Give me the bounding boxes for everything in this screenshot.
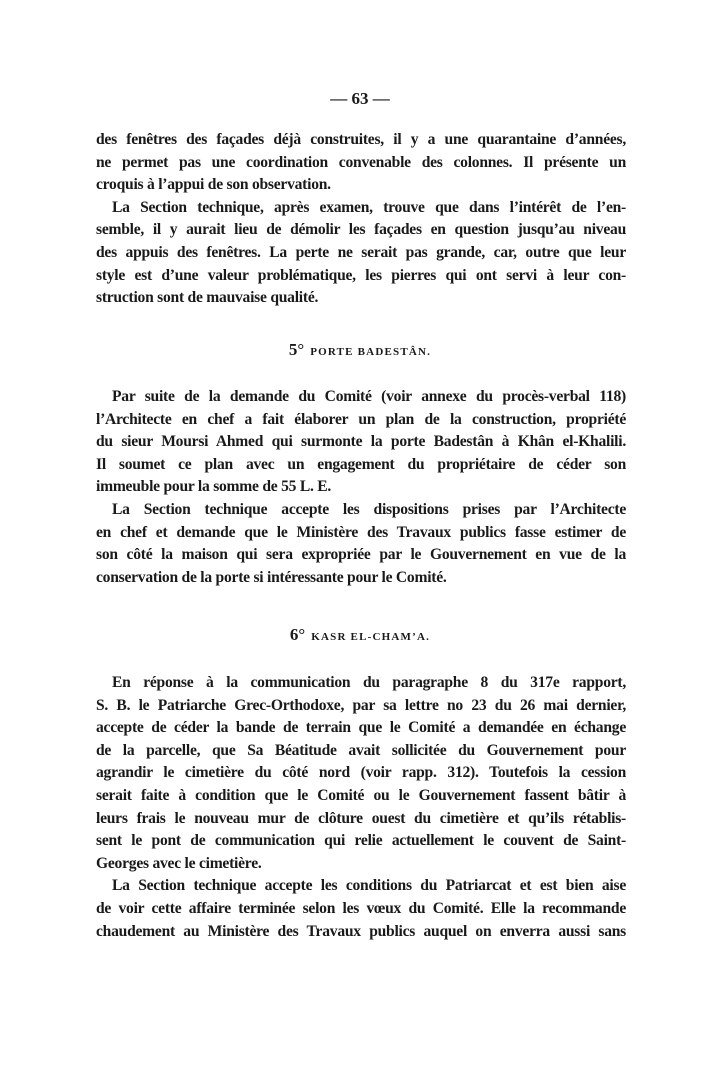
text-line: La Section technique accepte les conditions du Patriarcat et est bien aise xyxy=(112,877,626,895)
text-line: en chef et demande que le Ministère des Travaux publics fasse estimer de xyxy=(96,523,626,541)
paragraph-block-porte-badestan xyxy=(96,386,626,589)
text-line: croquis à l’appui de son observation. xyxy=(96,176,331,194)
text-line: accepte de céder la bande de terrain que le Comité a demandée en échange xyxy=(96,719,626,737)
text-line: conservation de la porte si intéressante pour le Comité. xyxy=(96,568,447,586)
text-line: de voir cette affaire terminée selon les vœux du Comité. Elle la recommande xyxy=(96,899,626,917)
text-line: style est d’une valeur problématique, les pierres qui ont servi à leur con- xyxy=(96,266,626,284)
section-number: 6° xyxy=(289,625,306,644)
text-line: Il soumet ce plan avec un engagement du propriétaire de céder son xyxy=(96,455,626,473)
text-line: l’Architecte en chef a fait élaborer un plan de la construction, propriété xyxy=(96,410,626,428)
text-line: La Section technique, après examen, trouve que dans l’intérêt de l’en- xyxy=(112,198,626,216)
text-line: de la parcelle, que Sa Béatitude avait sollicitée du Gouvernement pour xyxy=(96,741,626,759)
section-heading-porte-badestan xyxy=(0,340,720,360)
text-line: du sieur Moursi Ahmed qui surmonte la porte Badestân à Khân el-Khalili. xyxy=(96,433,626,451)
section-number: 5° xyxy=(288,340,305,359)
text-line: son côté la maison qui sera expropriée par le Gouvernement en vue de la xyxy=(96,546,626,564)
text-line: des appuis des fenêtres. La perte ne serait pas grande, car, outre que leur xyxy=(96,243,626,261)
text-line: semble, il y aurait lieu de démolir les façades en question jusqu’au niveau xyxy=(96,221,626,239)
section-title: PORTE BADESTÂN. xyxy=(310,346,432,358)
paragraph-block-facades xyxy=(96,129,626,310)
section-heading-kasr-el-chama xyxy=(0,625,720,645)
text-line: struction sont de mauvaise qualité. xyxy=(96,289,319,307)
text-line: des fenêtres des façades déjà construites, il y a une quarantaine d’années, xyxy=(96,131,626,148)
text-line: En réponse à la communication du paragraphe 8 du 317e rapport, xyxy=(112,674,626,691)
paragraph-block-kasr-el-chama xyxy=(96,672,626,943)
text-line: S. B. le Patriarche Grec-Orthodoxe, par sa lettre no 23 du 26 mai dernier, xyxy=(96,696,626,714)
text-line: ne permet pas une coordination convenable des colonnes. Il présente un xyxy=(96,153,626,171)
text-line: immeuble pour la somme de 55 L. E. xyxy=(96,478,332,496)
page-number: — 63 — xyxy=(330,89,390,108)
text-line: serait faite à condition que le Comité ou le Gouvernement fassent bâtir à xyxy=(96,786,626,804)
text-line: Par suite de la demande du Comité (voir annexe du procès-verbal 118) xyxy=(112,388,626,405)
text-line: sent le pont de communication qui relie actuellement le couvent de Saint- xyxy=(96,832,626,850)
text-line: La Section technique accepte les dispositions prises par l’Architecte xyxy=(112,500,626,518)
text-line: leurs frais le nouveau mur de clôture ouest du cimetière et qu’ils rétablis- xyxy=(96,809,626,827)
text-line: agrandir le cimetière du côté nord (voir rapp. 312). Toutefois la cession xyxy=(96,764,626,782)
text-line: chaudement au Ministère des Travaux publics auquel on enverra aussi sans xyxy=(96,922,626,940)
section-title: KASR EL-CHAM’A. xyxy=(311,631,431,643)
text-line: Georges avec le cimetière. xyxy=(96,854,262,872)
